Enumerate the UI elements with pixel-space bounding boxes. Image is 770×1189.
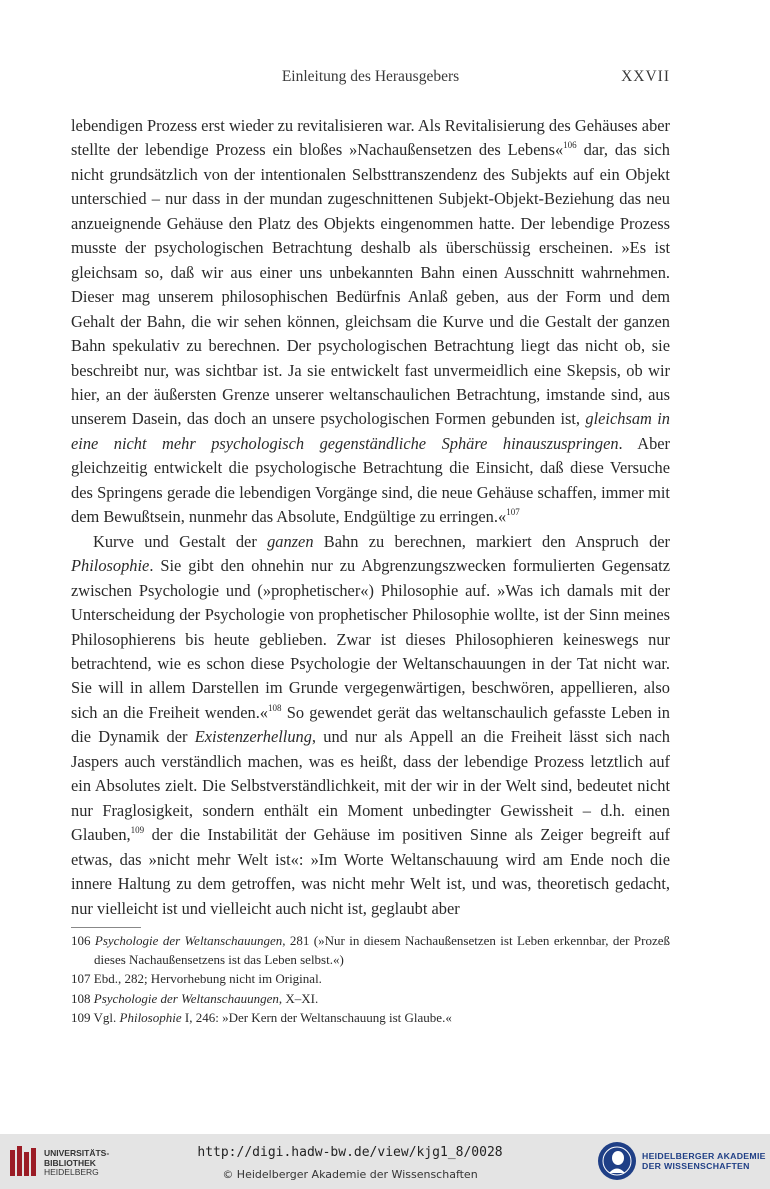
emphasis: gleichsam in eine nicht mehr psychologisch gegenständliche Sphäre hinauszuspringen (71, 409, 670, 453)
footnote-109 (71, 1008, 670, 1027)
academy-line-2: DER WISSENSCHAFTEN (642, 1161, 750, 1171)
footnotes (71, 931, 670, 1027)
text-run: der die Instabilität der Gehäuse im positiven Sinne als Zeiger begreift auf etwas, das »nicht mehr Welt ist«: »Im Worte Weltanschauung wird am Ende noch die innere Haltung zu dem getroffen, was nicht mehr Welt ist, und was, theoretisch gedacht, nur vielleicht ist und vielleicht auch nicht ist, geglaubt aber (71, 825, 670, 918)
academy-line-1: HEIDELBERGER AKADEMIE (642, 1151, 766, 1161)
text-run: lebendigen Prozess erst wieder zu revitalisieren war. Als Revitalisierung des Gehäuses aber stellte der lebendige Prozess ein bloßes »Nachaußensetzen des Lebens« (71, 116, 670, 160)
footnote-title: Psychologie der Weltanschauungen (94, 933, 283, 948)
library-line-1: UNIVERSITÄTS- (44, 1148, 110, 1158)
digitization-footer (0, 1134, 770, 1189)
footnote-107 (71, 969, 670, 988)
text-run: . Aber gleichzeitig entwickelt die psychologische Betrachtung die Einsicht, daß diese Versuche des Springens gerade die lebendigen Vorgänge sind, die neue Gehäuse schaffen, immer mit dem Bewußtsein, nunmehr das Absolute, Endgültige zu erringen.« (71, 433, 670, 527)
footnote-106 (71, 931, 670, 969)
text-run: So gewendet gerät das weltanschaulich gefasste Leben in die Dynamik der (71, 702, 670, 747)
footnote-108 (71, 989, 670, 1008)
main-text (71, 114, 670, 921)
paragraph-2 (71, 530, 670, 921)
footnote-number: 107 (71, 971, 94, 987)
footnote-number: 106 (71, 933, 95, 948)
footnote-title: Philosophie (119, 1009, 182, 1025)
footnote-ref-107[interactable]: 107 (506, 507, 520, 518)
running-title: Einleitung des Herausgebers (281, 68, 460, 85)
footnote-ref-106[interactable]: 106 (563, 140, 577, 151)
footnote-ref-109[interactable]: 109 (130, 825, 145, 836)
running-header (71, 68, 670, 92)
footnote-number: 108 (71, 990, 94, 1006)
emphasis: ganzen (267, 531, 314, 551)
page-number: XXVII (621, 68, 670, 85)
text-run: Bahn zu berechnen, markiert den Anspruch der (313, 531, 670, 551)
academy-name (642, 1151, 766, 1171)
footnote-number: 109 Vgl. (71, 1009, 120, 1025)
text-run: . Sie gibt den ohnehin nur zu Abgrenzungszwecken formulierten Gegensatz zwischen Psychologie und (»prophetischer«) Philosophie auf. »Was ich damals mit der Unterscheidung der Psychologie von prophetischer Philosophie wollte, ist der Sinn meines Philosophierens bis heute geblieben. Zwar ist dieses Philosophieren keineswegs nur betrachtend, wie es schon diese Psychologie der Weltanschauungen in der Tat nicht war. Sie will in allem Darstellen im Grunde vergegenwärtigen, beschwören, appellieren, also sich an die Freiheit wenden.« (71, 556, 670, 722)
emphasis: Philosophie (71, 556, 150, 576)
text-run: , und nur als Appell an die Freiheit lässt sich nach Jaspers auch verständlich machen, was es heißt, dass der lebendige Prozess letztlich auf ein Absolutes zielt. Die Selbstverständlichkeit, mit der wir in der Welt sind, bedeutet nicht nur Fraglosigkeit, sondern enthält ein Moment unbedingter Gewissheit – d.h. einen Glauben, (71, 727, 670, 845)
library-line-2: BIBLIOTHEK (44, 1157, 96, 1168)
footnote-ref-108[interactable]: 108 (268, 702, 282, 713)
footnote-divider (71, 927, 141, 928)
footnote-text: , X–XI. (278, 990, 319, 1006)
footnote-text: , 281 (»Nur in diesem Nachaußensetzen ist Leben erkennbar, der Prozeß dieses Nachaußensetzens ist das Leben selbst.«) (94, 933, 670, 968)
footnote-title: Psychologie der Weltanschauungen (93, 990, 279, 1006)
academy-seal-icon[interactable] (596, 1140, 638, 1182)
paragraph-1 (71, 114, 670, 530)
text-run: Kurve und Gestalt der (93, 531, 268, 551)
copyright-notice: © Heidelberger Akademie der Wissenschaften (222, 1168, 478, 1181)
footnote-text: Ebd., 282; Hervorhebung nicht im Original. (93, 971, 322, 987)
text-run: dar, das sich nicht grundsätzlich von der intentionalen Selbsttranszendenz des Subjekts auf ein Objekt unterschied – nur dass in der mundan zugeschnittenen Subjekt-Objekt-Beziehung das neu anzueignende Gehäuse den Platz des Objekts eingenommen hatte. Der lebendige Prozess musste der psychologischen Betrachtung deshalb als überschüssig erscheinen. »Es ist gleichsam so, daß wir aus einer uns unbekannten Bahn einen Ausschnitt wahrnehmen. Dieser mag unserem philosophischen Bedürfnis Anlaß geben, aus der Form und dem Gehalt der Bahn, die wir sehen können, gleichsam die Kurve und die Gestalt der ganzen Bahn spekulativ zu berechnen. Der psychologischen Betrachtung liegt das nicht ob, sie beschreibt nur, was sichtbar ist. Ja sie entwickelt fast unvermeidlich eine Skepsis, ob wir hier, an der äußersten Grenze unserer weltanschaulichen Betrachtung, imstande sind, aus unserem Dasein, das doch an unsere psychologischen Formen gebunden ist, (71, 140, 671, 429)
library-line-3: HEIDELBERG (44, 1167, 99, 1177)
university-library-name (44, 1149, 109, 1178)
emphasis: Existenzerhellung (194, 727, 312, 747)
footnote-text: I, 246: »Der Kern der Weltanschauung ist Glaube.« (181, 1009, 452, 1025)
permalink-url[interactable]: http://digi.hadw-bw.de/view/kjg1_8/0028 (197, 1145, 503, 1160)
